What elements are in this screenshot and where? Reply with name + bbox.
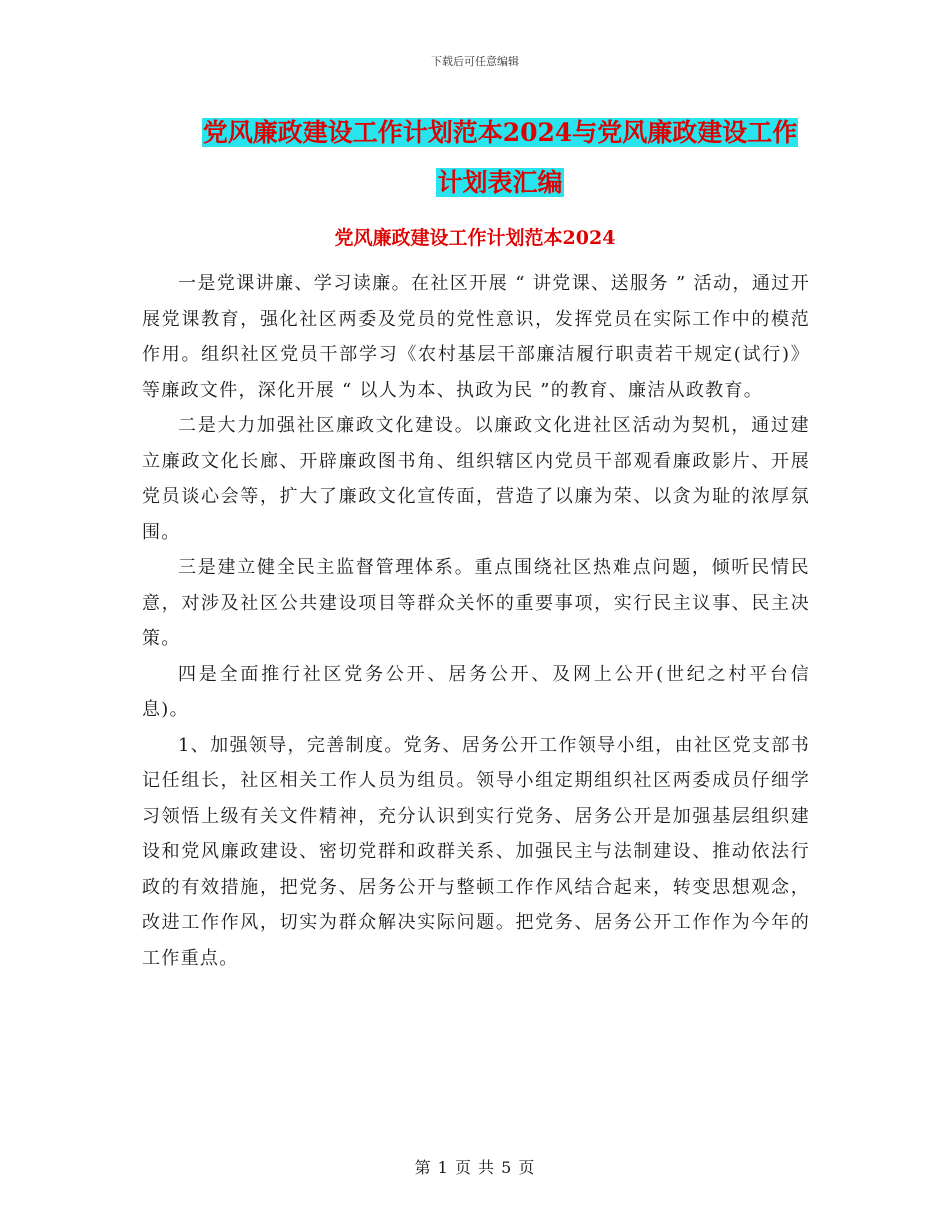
title-highlight-1: 党风廉政建设工作计划范本2024与党风廉政建设工作: [202, 118, 798, 147]
document-body: [142, 266, 810, 976]
paragraph-2: 二是大力加强社区廉政文化建设。以廉政文化进社区活动为契机，通过建立廉政文化长廊、开辟廉政图书角、组织辖区内党员干部观看廉政影片、开展党员谈心会等，扩大了廉政文化宣传面，营造了以廉为荣、以贪为耻的浓厚氛围。: [142, 415, 810, 543]
paragraph-3: 三是建立健全民主监督管理体系。重点围绕社区热难点问题，倾听民情民意，对涉及社区公共建设项目等群众关怀的重要事项，实行民主议事、民主决策。: [142, 557, 810, 649]
document-title-line-2: [140, 158, 860, 208]
document-title-line-1: [140, 108, 860, 158]
document-title: [140, 108, 860, 208]
page-number: 第 1 页 共 5 页: [414, 1158, 536, 1177]
section-heading: 党风廉政建设工作计划范本2024: [334, 227, 616, 249]
paragraph-1: 一是党课讲廉、学习读廉。在社区开展 “ 讲党课、送服务 ” 活动，通过开展党课教育，强化社区两委及党员的党性意识，发挥党员在实际工作中的模范作用。组织社区党员干部学习《农村基层干部廉洁履行职责若干规定(试行)》等廉政文件，深化开展 “ 以人为本、执政为民 ”的教育、廉洁从政教育。: [142, 273, 810, 401]
page-header-note: 下载后可任意编辑: [431, 55, 519, 68]
paragraph-5: 1、加强领导，完善制度。党务、居务公开工作领导小组，由社区党支部书记任组长，社区相关工作人员为组员。领导小组定期组织社区两委成员仔细学习领悟上级有关文件精神，充分认识到实行党务、居务公开是加强基层组织建设和党风廉政建设、密切党群和政群关系、加强民主与法制建设、推动依法行政的有效措施，把党务、居务公开与整顿工作作风结合起来，转变思想观念，改进工作作风，切实为群众解决实际问题。把党务、居务公开工作作为今年的工作重点。: [142, 734, 810, 969]
paragraph-4: 四是全面推行社区党务公开、居务公开、及网上公开(世纪之村平台信息)。: [142, 663, 810, 720]
title-highlight-2: 计划表汇编: [437, 168, 563, 197]
